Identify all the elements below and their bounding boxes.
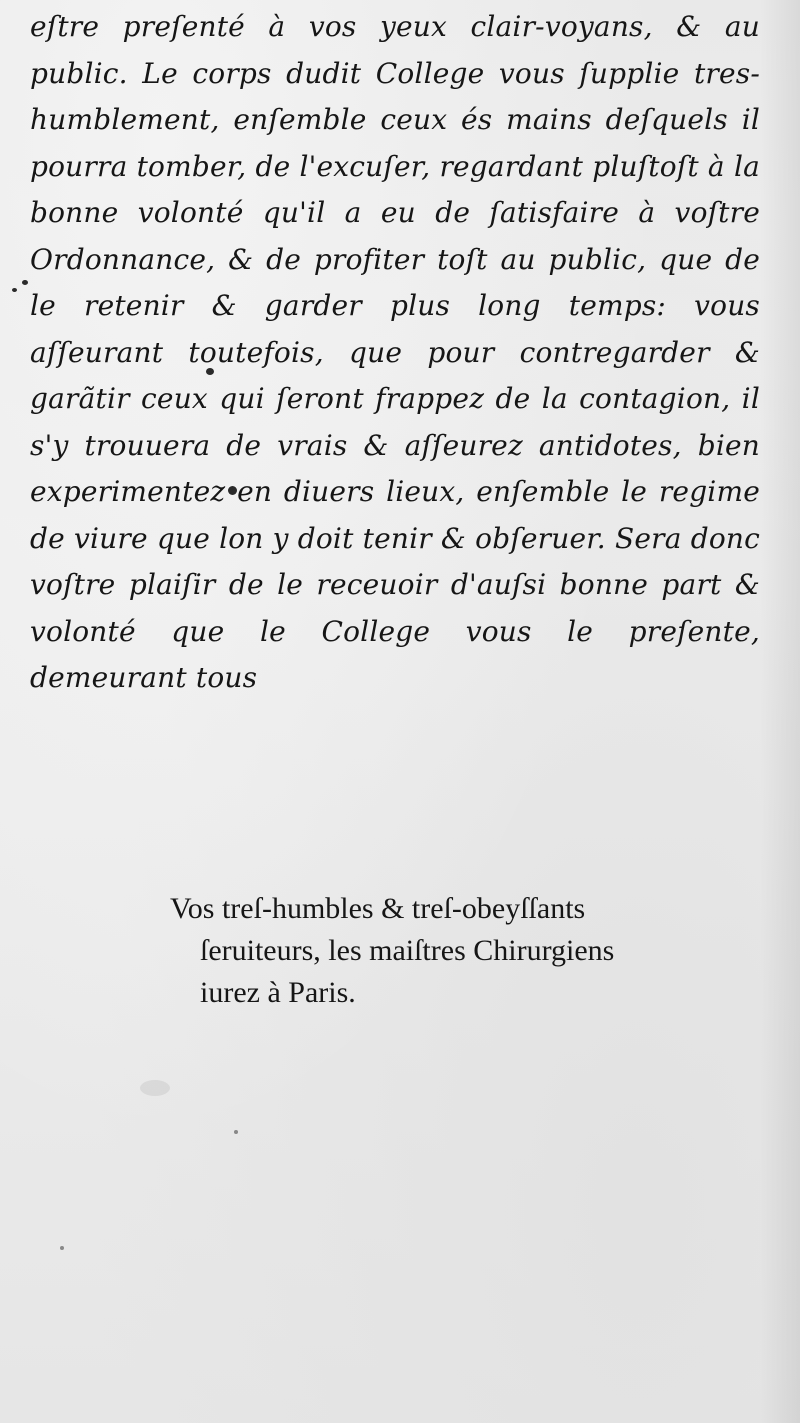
- ink-speck: [234, 1130, 238, 1134]
- signature-line-first: Vos treſ-humbles & treſ-obeyſſants: [170, 892, 586, 925]
- page-edge-shadow: [760, 0, 800, 1423]
- body-paragraph: eſtre preſenté à vos yeux clair-voyans, & au public. Le corps dudit College vous ſupplie tres-humblement, enſemble ceux és mains deſquels il pourra tomber, de l'excuſer, regardant pluſtoſt à la bonne volonté qu'il a eu de ſatisfaire à voſtre Ordonnance, & de profiter toſt au public, que de le retenir & garder plus long temps: vous aſſeurant toutefois, que pour contregarder & garãtir ceux qui ſeront frappez de la contagion, il s'y trouuera de vrais & aſſeurez antidotes, bien experimentez en diuers lieux, enſemble le regime de viure que lon y doit tenir & obſeruer. Sera donc voſtre plaiſir de le receuoir d'auſsi bonne part & volonté que le College vous le preſente, demeurant tous: [30, 10, 760, 694]
- ink-speck: [12, 288, 17, 292]
- ink-speck: [140, 1080, 170, 1096]
- ink-speck: [22, 280, 28, 285]
- closing-signature: [170, 888, 760, 1014]
- ink-speck: [60, 1246, 64, 1250]
- signature-line-rest: ſeruiteurs, les maiſtres Chirurgiens iurez à Paris.: [200, 934, 615, 1009]
